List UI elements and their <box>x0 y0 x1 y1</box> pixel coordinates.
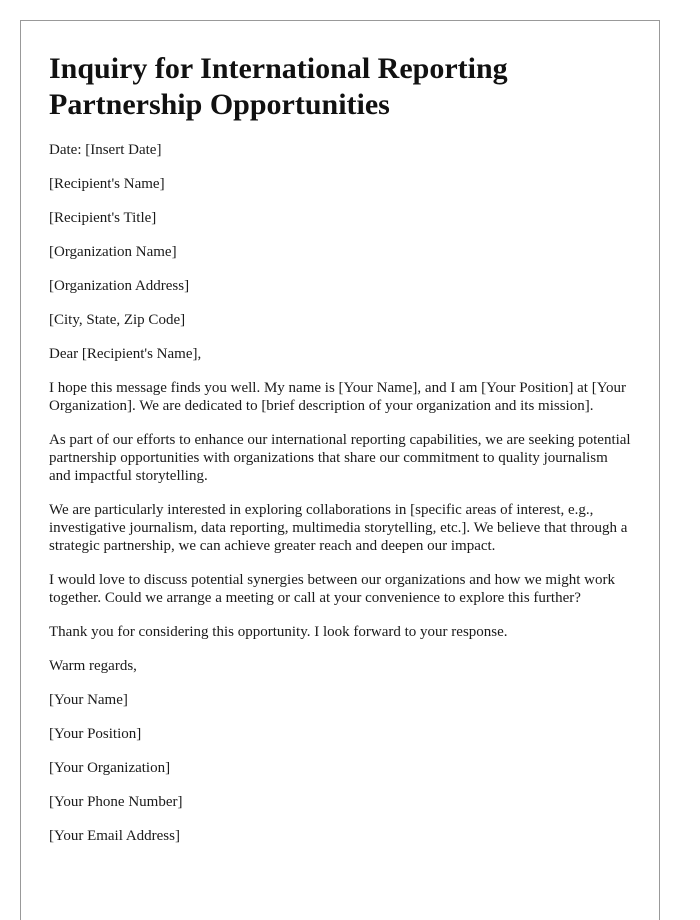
signature-email: [Your Email Address] <box>49 828 180 844</box>
letter-page <box>20 20 660 920</box>
body-paragraph-intro: I hope this message finds you well. My name is [Your Name], and I am [Your Position] at [Your Organization]. We are dedicated to [brief description of your organization and its mission]. <box>49 380 627 414</box>
letter-title: Inquiry for International Reporting Partnership Opportunities <box>49 52 508 121</box>
organization-name: [Organization Name] <box>49 244 177 260</box>
recipient-name: [Recipient's Name] <box>49 176 165 192</box>
date-line: Date: [Insert Date] <box>49 142 162 158</box>
signature-organization: [Your Organization] <box>49 760 171 776</box>
salutation: Dear [Recipient's Name], <box>49 346 202 362</box>
organization-address: [Organization Address] <box>49 278 190 294</box>
body-paragraph-interests: We are particularly interested in exploring collaborations in [specific areas of interest, e.g., investigative journalism, data reporting, multimedia storytelling, etc.]. We believe that through a strategic partnership, we can achieve greater reach and deepen our impact. <box>49 502 628 554</box>
signature-phone: [Your Phone Number] <box>49 794 183 810</box>
body-paragraph-purpose: As part of our efforts to enhance our international reporting capabilities, we are seeking potential partnership opportunities with organizations that share our commitment to quality journalism and impactful storytelling. <box>49 432 631 484</box>
signature-name: [Your Name] <box>49 692 128 708</box>
recipient-title: [Recipient's Title] <box>49 210 157 226</box>
city-state-zip: [City, State, Zip Code] <box>49 312 186 328</box>
closing: Warm regards, <box>49 658 137 674</box>
body-paragraph-request: I would love to discuss potential synergies between our organizations and how we might work together. Could we arrange a meeting or call at your convenience to explore this further? <box>49 572 616 606</box>
signature-position: [Your Position] <box>49 726 142 742</box>
body-paragraph-thanks: Thank you for considering this opportunity. I look forward to your response. <box>49 624 508 640</box>
